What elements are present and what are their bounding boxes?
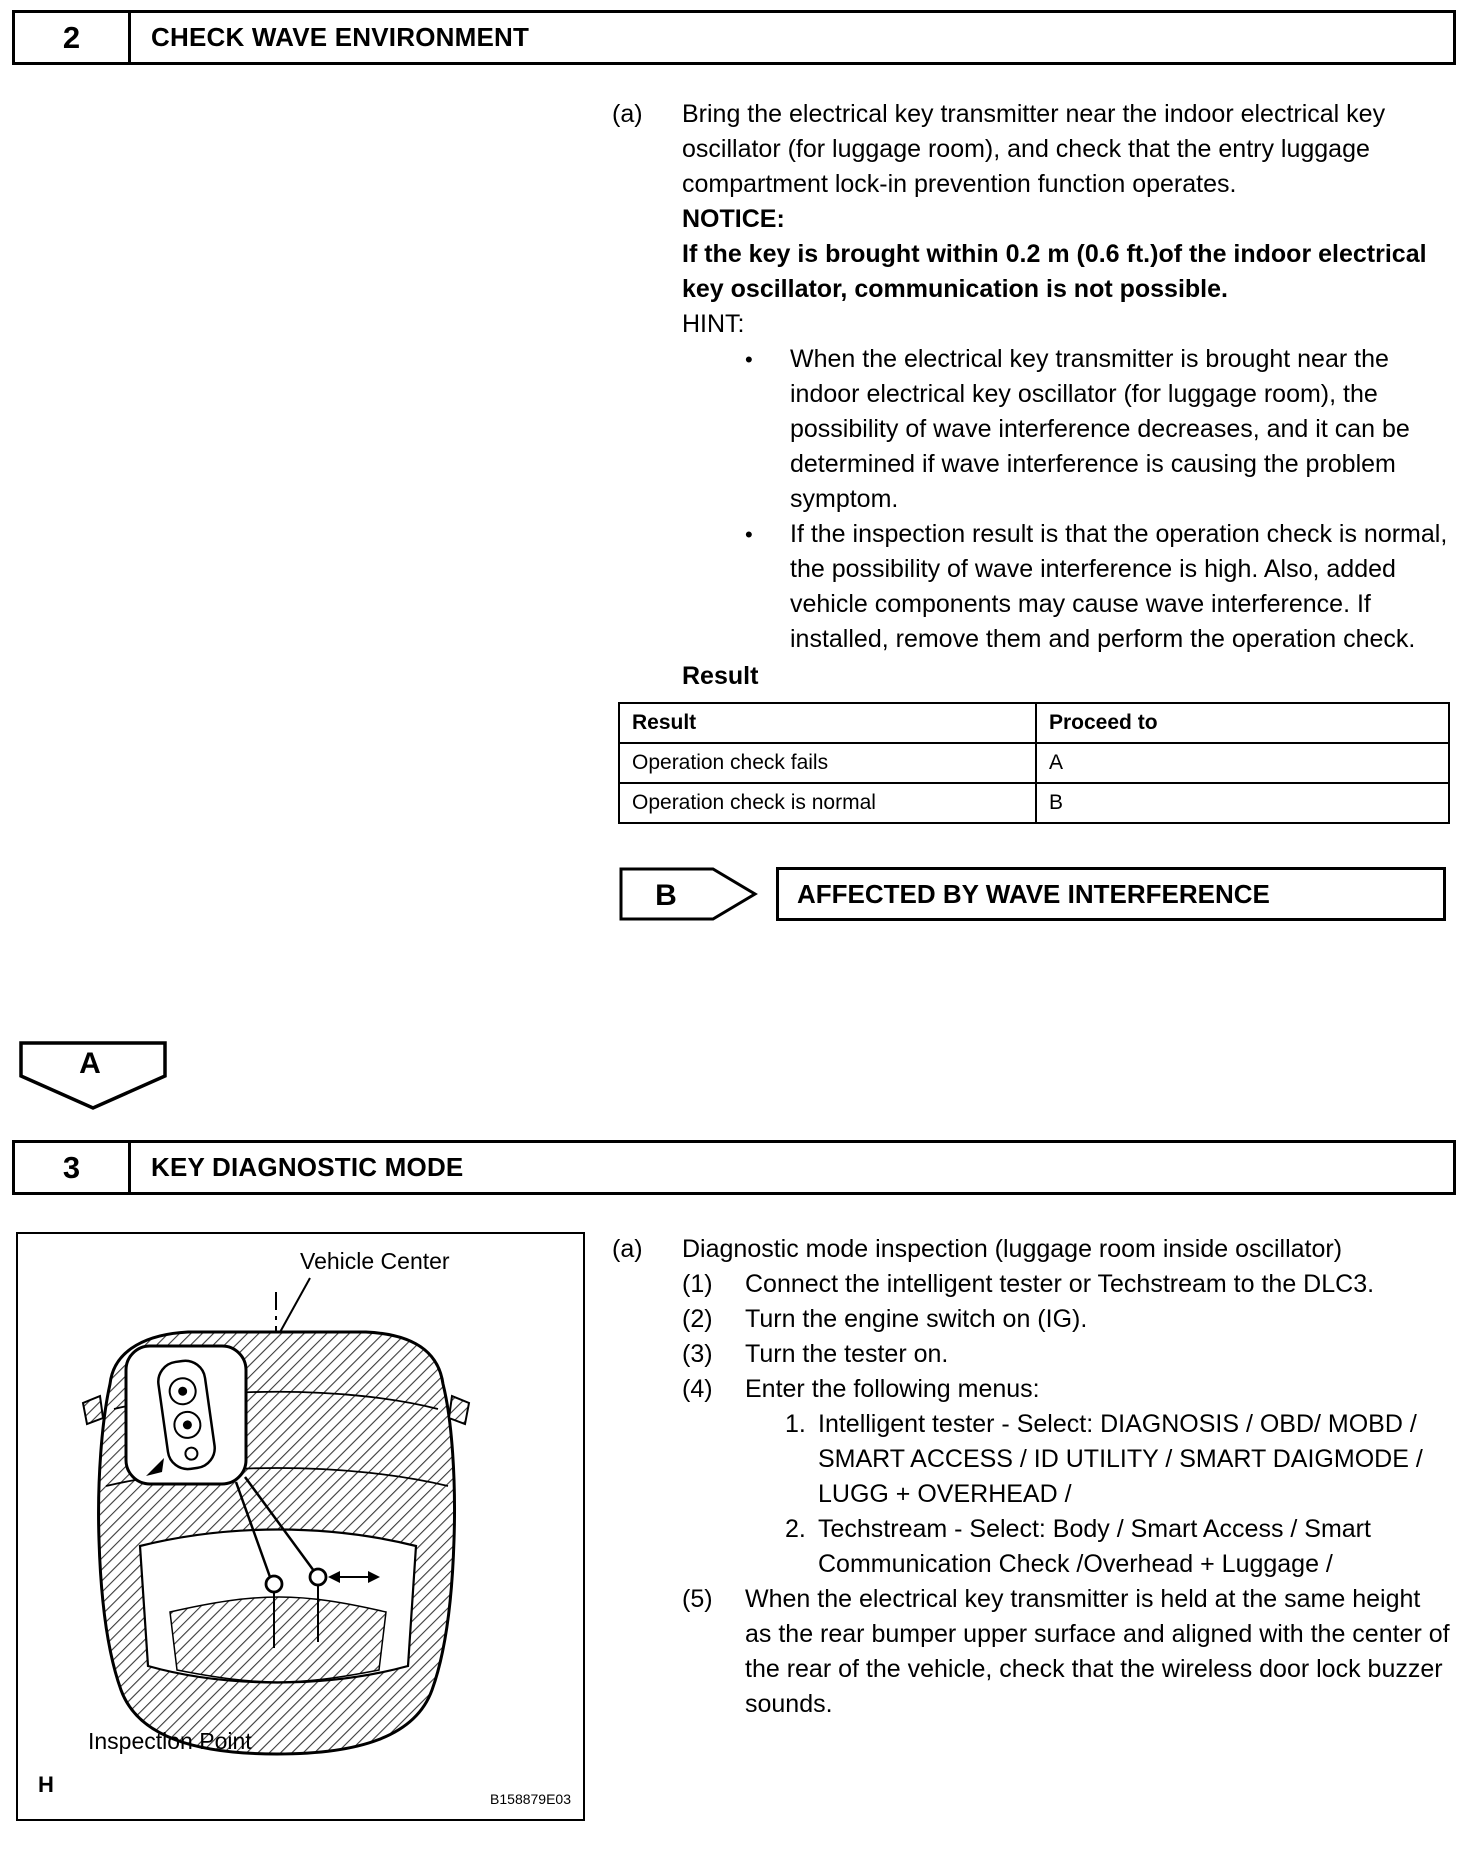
table-row [619, 783, 1449, 823]
hint-bullet-1-text: When the electrical key transmitter is brought near the indoor electrical key oscillator (for luggage room), the possibility of wave interference decreases, and it can be determined if wave interference is causing the problem symptom. [790, 345, 1410, 513]
proceed-col-header: Proceed to [1036, 703, 1449, 743]
menu-option-2 [785, 1512, 1452, 1582]
step-number-label: (3) [682, 1340, 713, 1368]
step-text: Enter the following menus: [745, 1375, 1040, 1403]
vehicle-center-leader-line [279, 1278, 310, 1334]
step-text: Turn the engine switch on (IG). [745, 1305, 1088, 1333]
item-a-body [682, 97, 1452, 694]
result-heading: Result [682, 662, 759, 690]
inspection-point-marker [266, 1576, 282, 1592]
bullet-icon: • [745, 522, 753, 547]
step-text: When the electrical key transmitter is held at the same height as the rear bumper upper surface and aligned with the center of the rear of the vehicle, check that the wireless door lock buzzer sounds. [745, 1585, 1450, 1718]
luggage-mat-area [170, 1597, 386, 1682]
inspection-point-label: Inspection Point [88, 1728, 252, 1754]
item-a-text: Bring the electrical key transmitter near the indoor electrical key oscillator (for luggage room), and check that the entry luggage compartment lock-in prevention function operates. [682, 100, 1386, 198]
step-number-label: (1) [682, 1270, 713, 1298]
step3-title: KEY DIAGNOSTIC MODE [151, 1152, 464, 1182]
step3-item-a [612, 1232, 1457, 1722]
item-a-text: Diagnostic mode inspection (luggage room inside oscillator) [682, 1235, 1343, 1263]
step-number-label: (5) [682, 1585, 713, 1613]
connector-b-label: B [655, 879, 677, 912]
notice-text: If the key is brought within 0.2 m (0.6 ft.)of the indoor electrical key oscillator, communication is not possible. [682, 240, 1427, 303]
step-text: Connect the intelligent tester or Techstream to the DLC3. [745, 1270, 1375, 1298]
left-mirror-icon [83, 1396, 103, 1424]
hint-bullet-2 [682, 517, 1452, 657]
connector-b-arrow-icon [618, 866, 758, 922]
item-a-label: (a) [612, 100, 643, 128]
step-number-label: (4) [682, 1375, 713, 1403]
connector-a-arrow-icon [18, 1040, 168, 1112]
offset-point-marker [310, 1569, 326, 1585]
figure-corner-label: H [38, 1772, 54, 1797]
step3-header [12, 1140, 1456, 1195]
sub-step-number-label: 2. [785, 1515, 806, 1543]
step-number-label: (2) [682, 1305, 713, 1333]
figure-code: B158879E03 [490, 1791, 571, 1807]
procedure-step-5 [682, 1582, 1452, 1722]
item-a-body [682, 1232, 1452, 1722]
procedure-step-3 [682, 1337, 1452, 1372]
right-mirror-icon [449, 1396, 469, 1424]
step2-item-a [612, 97, 1457, 694]
step2-number: 2 [15, 13, 131, 62]
item-a-label: (a) [612, 1235, 643, 1263]
sub-step-text: Techstream - Select: Body / Smart Access / Smart Communication Check /Overhead + Luggage / [818, 1515, 1371, 1578]
step-text: Turn the tester on. [745, 1340, 949, 1368]
hint-bullet-1 [682, 342, 1452, 517]
bullet-icon: • [745, 347, 753, 372]
result-col-header: Result [619, 703, 1036, 743]
result-table-header-row [619, 703, 1449, 743]
step2-header [12, 10, 1456, 65]
step2-content [612, 97, 1457, 922]
vehicle-center-label: Vehicle Center [300, 1248, 450, 1274]
sub-step-number-label: 1. [785, 1410, 806, 1438]
step3-number: 3 [15, 1143, 131, 1192]
hint-label: HINT: [682, 310, 745, 338]
proceed-cell: B [1036, 783, 1449, 823]
result-table [618, 702, 1450, 824]
connector-a-label: A [79, 1047, 101, 1080]
step2-title: CHECK WAVE ENVIRONMENT [151, 22, 530, 52]
sub-step-text: Intelligent tester - Select: DIAGNOSIS / OBD/ MOBD / SMART ACCESS / ID UTILITY / SMART DAIGMODE / LUGG + OVERHEAD / [818, 1410, 1423, 1508]
result-cell: Operation check fails [619, 743, 1036, 783]
procedure-step-1 [682, 1267, 1452, 1302]
menu-option-1 [785, 1407, 1452, 1512]
branch-b [618, 866, 1457, 922]
notice-label: NOTICE: [682, 205, 785, 233]
procedure-step-2 [682, 1302, 1452, 1337]
branch-b-target: AFFECTED BY WAVE INTERFERENCE [776, 867, 1446, 921]
hint-bullet-2-text: If the inspection result is that the operation check is normal, the possibility of wave interference is high. Also, added vehicle components may cause wave interference. If installed, remove them and perform the operation check. [790, 520, 1448, 653]
result-cell: Operation check is normal [619, 783, 1036, 823]
procedure-step-4 [682, 1372, 1452, 1407]
proceed-cell: A [1036, 743, 1449, 783]
table-row [619, 743, 1449, 783]
step3-content [612, 1232, 1457, 1722]
vehicle-figure [16, 1232, 585, 1821]
